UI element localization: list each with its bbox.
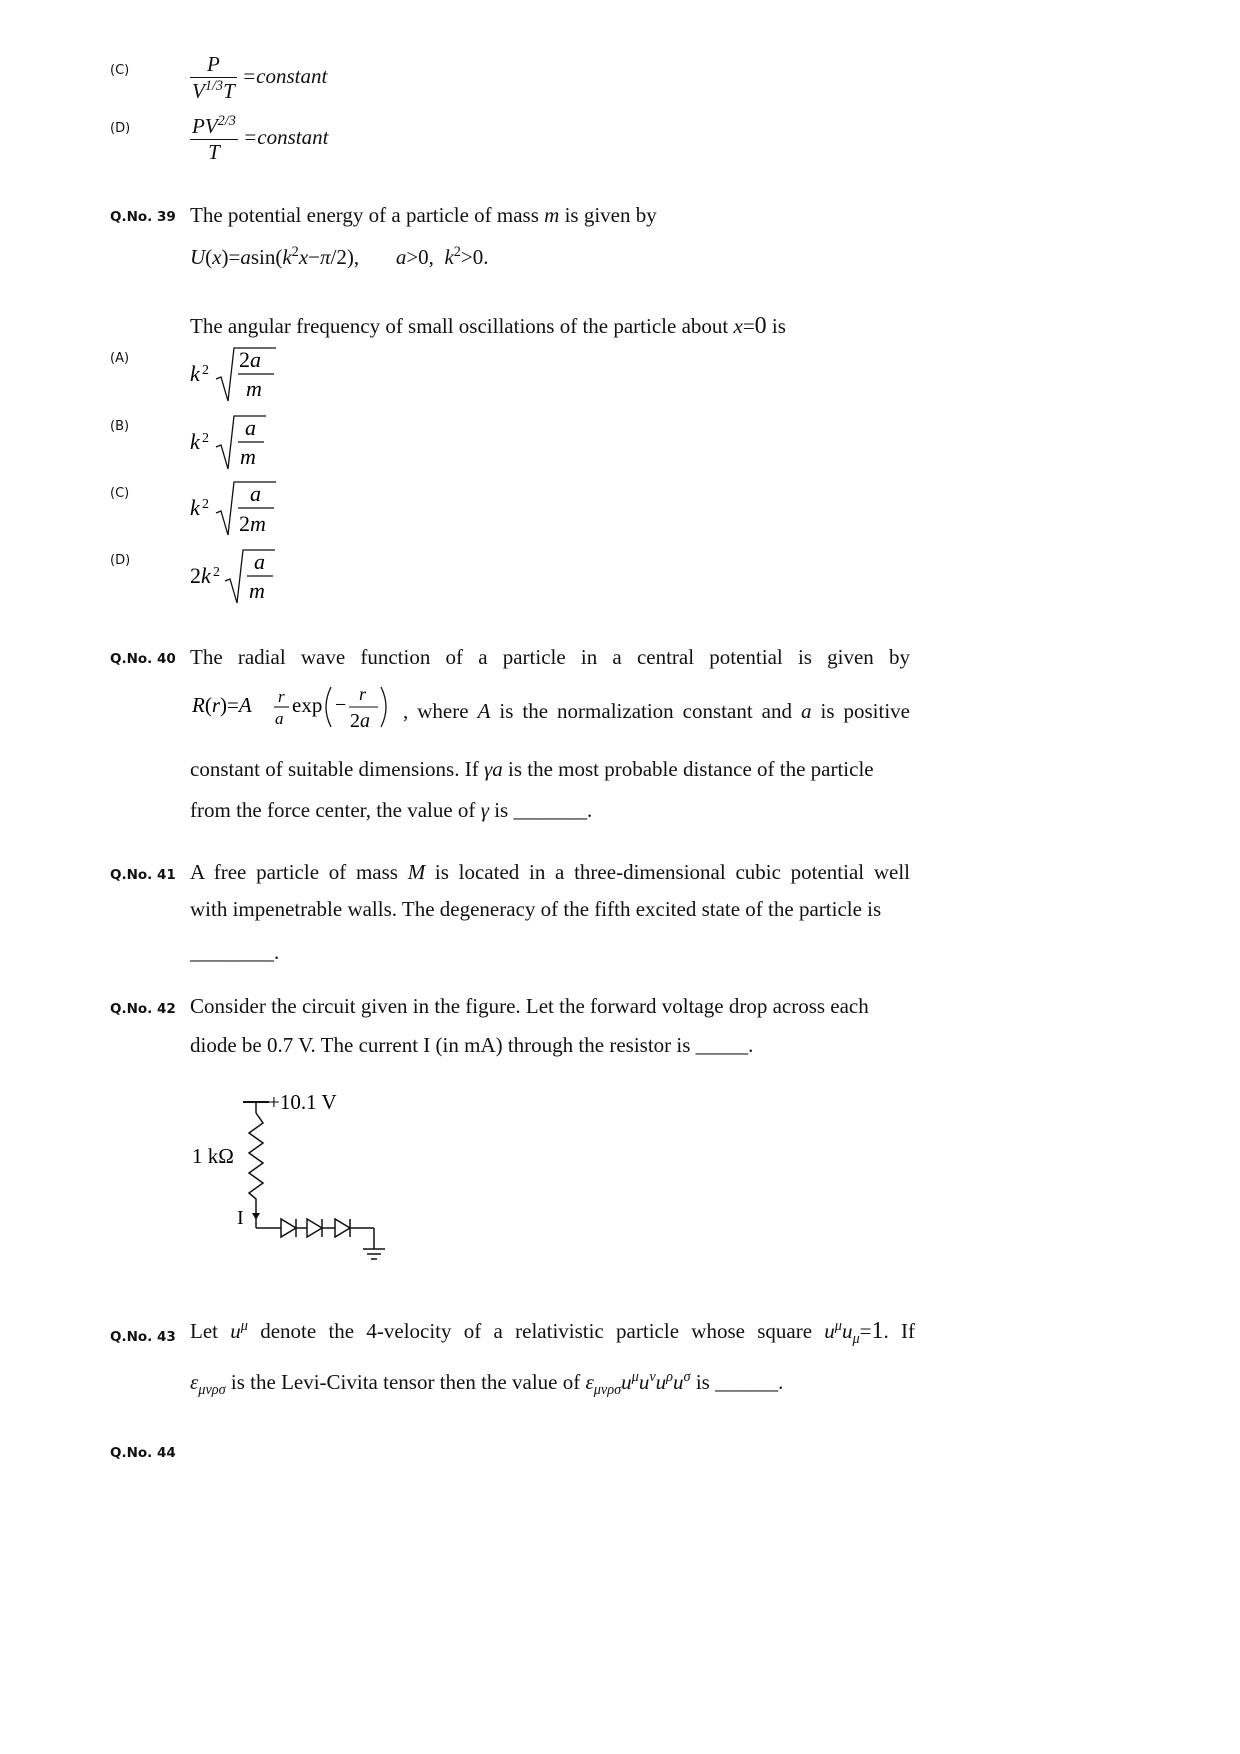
supply-label: +10.1 V — [268, 1090, 337, 1114]
q39-option-c-numerator: a — [250, 481, 261, 506]
option-d-rhs: =constant — [243, 124, 329, 149]
q40-line3: constant of suitable dimensions. If γa is the most probable distance of the particle — [190, 757, 874, 781]
option-c-rhs: =constant — [242, 63, 328, 88]
question-number-44: Q.No. 44 — [110, 1445, 176, 1461]
q39-option-a-formula — [188, 343, 278, 405]
svg-text:k: k — [190, 495, 200, 520]
q39-option-c-formula — [188, 477, 278, 539]
q41-line2: with impenetrable walls. The degeneracy of the fifth excited state of the particle is — [190, 897, 882, 921]
svg-text:r: r — [359, 684, 367, 704]
question-number-39: Q.No. 39 — [110, 209, 176, 225]
q39-option-a-denominator: m — [246, 376, 262, 401]
q39-option-a-prefix: k — [190, 361, 200, 386]
svg-text:exp: exp — [292, 693, 323, 717]
option-label-d: (D) — [110, 121, 131, 136]
option-d-formula — [190, 113, 328, 165]
option-label-c: (C) — [110, 63, 130, 78]
option-c-formula — [190, 52, 327, 104]
q39-option-label-b: (B) — [110, 419, 130, 434]
q39-option-c-denominator: 2m — [239, 511, 266, 536]
svg-text:2a: 2a — [350, 710, 370, 732]
question-number-40: Q.No. 40 — [110, 651, 176, 667]
option-c-numerator: P — [206, 52, 220, 76]
q41-line3: ________. — [190, 940, 280, 964]
current-label: I — [237, 1207, 244, 1229]
svg-text:k: k — [190, 429, 200, 454]
q42-line1: Consider the circuit given in the figure. Let the forward voltage drop across each — [190, 994, 869, 1018]
resistor — [249, 1113, 263, 1209]
q39-option-label-a: (A) — [110, 351, 130, 366]
svg-text:2k: 2k — [190, 563, 211, 588]
circuit-diagram — [185, 1085, 445, 1275]
diode-1 — [281, 1219, 296, 1237]
q39-option-label-c: (C) — [110, 486, 130, 501]
q39-line2: The angular frequency of small oscillations of the particle about x=0 is — [190, 313, 786, 339]
diode-2 — [307, 1219, 322, 1237]
q42-line2: diode be 0.7 V. The current I (in mA) through the resistor is _____. — [190, 1033, 754, 1057]
current-arrow — [252, 1213, 260, 1220]
q40-equation — [188, 677, 408, 739]
q39-option-label-d: (D) — [110, 553, 131, 568]
q40-line1: The radial wave function of a particle in a central potential is given by — [190, 645, 910, 669]
q41-line1: A free particle of mass M is located in a three-dimensional cubic potential well — [190, 860, 910, 884]
svg-text:2: 2 — [202, 497, 209, 512]
q40-line4: from the force center, the value of γ is _______. — [190, 798, 593, 822]
svg-text:−: − — [335, 694, 347, 716]
question-number-41: Q.No. 41 — [110, 867, 176, 883]
q39-option-b-numerator: a — [245, 415, 256, 440]
question-number-42: Q.No. 42 — [110, 1001, 176, 1017]
q39-option-a-numerator: 2a — [239, 347, 261, 372]
q40-line2-tail: , where A is the normalization constant and a is positive — [403, 699, 910, 723]
q39-option-a-exp: 2 — [202, 363, 209, 378]
q39-option-d-denominator: m — [249, 578, 265, 603]
q39-line1: The potential energy of a particle of mass m is given by — [190, 203, 657, 227]
svg-text:2: 2 — [213, 565, 220, 580]
q39-equation: $U(x)=asin(k^2x-\pi/2)$, a>0, $k^2>0$. — [190, 244, 489, 269]
svg-text:2: 2 — [202, 431, 209, 446]
q43-line1: Let $u^\mu$ denote the 4-velocity of a relativistic particle whose square $u^\mu u_\mu=1$. If — [190, 1318, 915, 1348]
option-d-numerator: $PV^{2/3}$ — [192, 113, 236, 138]
q39-option-d-formula — [188, 545, 278, 607]
option-d-denominator: T — [190, 139, 238, 165]
svg-text:R(r)=A: R(r)=A — [192, 693, 252, 717]
q43-line2: $\varepsilon_{\mu\nu\rho\sigma}$ is the Levi-Civita tensor then the value of $\varepsilon_{\mu\nu\rho\sigma}u^\mu u^\nu u^\rho u^\sigma$ is ______. — [190, 1369, 784, 1399]
svg-text:r: r — [278, 687, 285, 706]
q39-option-b-denominator: m — [240, 444, 256, 469]
q39-option-b-formula — [188, 411, 278, 473]
svg-text:a: a — [275, 709, 284, 728]
option-c-denominator: $V^{1/3}T$ — [192, 78, 235, 103]
resistor-label: 1 kΩ — [192, 1144, 234, 1168]
question-number-43: Q.No. 43 — [110, 1329, 176, 1345]
diode-3 — [335, 1219, 350, 1237]
q39-option-d-numerator: a — [254, 549, 265, 574]
